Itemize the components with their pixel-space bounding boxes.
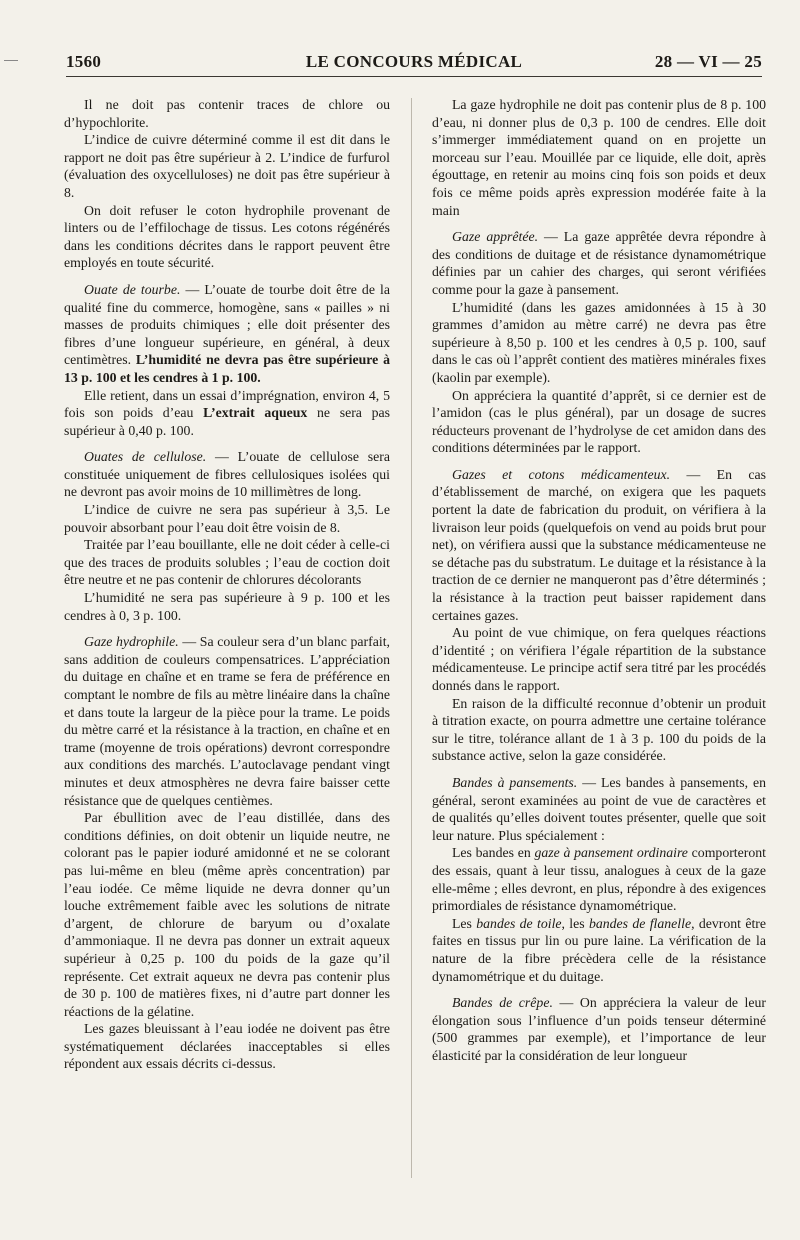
left-column [64, 96, 390, 1073]
paragraph: Au point de vue chimique, on fera quelques réactions d’identité ; on vérifiera l’égale répartition de la substance médicamenteuse. Le principe actif sera titré par les procédés donnés dans le rapport. [432, 625, 766, 693]
paragraph: En raison de la difficulté reconnue d’obtenir un produit à titration exacte, on pourra admettre une certaine tolérance sur le titre, tolérance allant de 1 à 3 p. 100 du poids de la substance active, selon la gaze considérée. [432, 695, 766, 764]
paragraph-text: — L’ouate de tourbe doit être de la qualité fine du commerce, homogène, sans « pailles » ni masses de produits chimiques ; elle doit présenter des fibres d’une longueur supérieure, en général, à deux centimètres. [64, 281, 390, 368]
paragraph: Par ébullition avec de l’eau distillée, dans des conditions définies, on doit obtenir un liquide neutre, ne colorant pas le papier ioduré amidonné et ne se colorant pas lui-même en bleu (même après concentration) par l’eau iodée. Ce même liquide ne devra donner qu’un louche extrêmement faible avec les solutions de nitrate d’argent, de chlorure de baryum ou d’oxalate d’ammoniaque. Il ne devra pas donner un extrait aqueux supérieur à 0,25 p. 100 du poids de la gaze qu’il représente. Cet extrait aqueux ne devra pas contenir plus de 30 p. 100 de matières fixes, ni d’autre part donner les réactions de la gélatine. [64, 810, 390, 1019]
section-bandes-de-crepe [432, 994, 766, 1064]
paragraph: Les gazes bleuissant à l’eau iodée ne doivent pas être systématiquement déclarées inacceptables si elles répondent aux essais décrits ci-dessus. [64, 1021, 390, 1072]
paragraph [64, 387, 390, 440]
section-title: Bandes de crêpe. [452, 995, 553, 1011]
paragraph-text: ne sera pas supérieur à 0,40 p. 100. [64, 405, 390, 438]
paragraph: La gaze hydrophile ne doit pas contenir plus de 8 p. 100 d’eau, ni donner plus de 0,3 p. 100 de cendres. Elle doit s’immerger immédiatement quand on en projette un morceau sur l’eau. Mouillée par ce liquide, elle doit, après égouttage, en retenir au moins cinq fois son poids et deux fois ce même poids après expression modérée faite à la main [432, 97, 766, 218]
section-ouate-de-tourbe [64, 281, 390, 387]
section-gaze-hydrophile [64, 633, 390, 809]
paragraph: Traitée par l’eau bouillante, elle ne doit céder à celle-ci que des traces de produits solubles ; l’eau de coction doit être neutre et ne pas contenir de chlorures décolorants [64, 537, 390, 588]
bold-text: L’humidité ne devra pas être supérieure à 13 p. 100 et les cendres à 1 p. 100. [64, 352, 390, 385]
section-ouates-de-cellulose [64, 448, 390, 501]
paragraph-text: Les bandes en [452, 845, 535, 861]
italic-text: bandes de toile [476, 915, 562, 931]
paragraph-text: — Sa couleur sera d’un blanc parfait, sans addition de couleurs compensatrices. L’appréciation du duitage en chaîne et en trame se fera de préférence en comptant le nombre de fils au mètre linéaire dans la chaîne et dans toute la largeur de la pièce pour la trame. Le poids du mètre carré et la résistance à la traction, en chaîne et en trame (moyenne de trois opérations) devront correspondre aux conditions des marchés. L’autoclavage pendant vingt minutes et deux atmosphères ne devra faire baisser cette résistance que de quelques centièmes. [64, 634, 390, 808]
paragraph: L’indice de cuivre déterminé comme il est dit dans le rapport ne doit pas être supérieur à 2. L’indice de furfurol (évaluation des oxycelluloses) ne doit pas être supérieur à 8. [64, 132, 390, 200]
paragraph: L’humidité ne sera pas supérieure à 9 p. 100 et les cendres à 0, 3 p. 100. [64, 590, 390, 623]
right-column [432, 96, 766, 1064]
section-gaze-appretee [432, 228, 766, 298]
italic-text: gaze à pansement ordinaire [534, 845, 688, 861]
italic-text: bandes de flanelle [588, 915, 692, 931]
issue-date: 28 — VI — 25 [654, 52, 762, 71]
bold-text: L’extrait aqueux [203, 405, 308, 421]
paragraph [432, 915, 766, 985]
paragraph-text: , devront être faites en tissus pur lin ou pure laine. La vérification de la nature de la fibre précèdera celle de la résistance dynamométrique et du duitage. [432, 915, 767, 984]
section-title: Ouate de tourbe. [84, 281, 181, 297]
section-title: Gazes et cotons médicamenteux. [452, 466, 671, 482]
section-title: Gaze hydrophile. [84, 634, 179, 650]
paragraph-text: — Les bandes à pansements, en général, seront examinées au point de vue de caractères et de qualités qu’elles doivent toutes présenter, quelle que soit leur nature. Plus spécialement : [432, 774, 766, 843]
page-number: 1560 [66, 52, 102, 71]
paragraph: On appréciera la quantité d’apprêt, si ce dernier est de l’amidon (cas le plus général), par un dosage de sucres réducteurs provenant de l’hydrolyse de cet amidon dans des conditions déterminées par le rapport. [432, 387, 766, 456]
journal-title: LE CONCOURS MÉDICAL [305, 52, 523, 71]
paragraph: Il ne doit pas contenir traces de chlore ou d’hypochlorite. [64, 97, 390, 130]
section-title: Ouates de cellulose. [84, 449, 207, 465]
paragraph-text: — L’ouate de cellulose sera constituée uniquement de fibres cellulosiques isolées qui ne devront pas avoir moins de 10 millimètres de long. [64, 449, 390, 500]
paragraph: L’humidité (dans les gazes amidonnées à 15 à 30 grammes d’amidon au mètre carré) ne devra pas être supérieure à 8,50 p. 100 et les cendres à 0,5 p. 100, sauf dans le cas où l’apprêt contient des matières minérales fixes (kaolin par exemple). [432, 299, 766, 385]
section-gazes-medicamenteux [432, 466, 766, 624]
paragraph-text: , les [561, 915, 589, 931]
section-bandes-a-pansements [432, 774, 766, 844]
running-header [66, 50, 762, 77]
column-divider [411, 98, 412, 1178]
paragraph-text: Les [452, 915, 477, 931]
paragraph: L’indice de cuivre ne sera pas supérieur à 3,5. Le pouvoir absorbant pour l’eau doit être voisin de 8. [64, 502, 390, 535]
section-title: Bandes à pansements. [452, 774, 578, 790]
paragraph-text: Elle retient, dans un essai d’imprégnation, environ 4, 5 fois son poids d’eau [64, 387, 390, 421]
paragraph-text: — La gaze apprêtée devra répondre à des conditions de duitage et de résistance dynamométrique définies par un cahier des charges, qui seront vérifiées comme pour la gaze à pansement. [432, 229, 766, 297]
paragraph-text: — En cas d’établissement de marché, on exigera que les paquets portent la date de fabrication du produit, on vérifiera à la livraison leur poids (quelquefois on vend au poids brut pour net), on vérifiera aussi que la substance médicamenteuse ne se détache pas du substratum. Le duitage et la résistance à la traction de ce dernier ne manqueront pas d’être déterminés ; la résistance à la traction peut baisser rapidement dans certaines gazes. [432, 466, 766, 623]
paragraph-text: — On appréciera la valeur de leur élongation sous l’influence d’un poids tenseur déterminé (500 grammes par exemple), et l’importance de leur élasticité par la considération de leur longueur [432, 995, 766, 1063]
section-title: Gaze apprêtée. [452, 229, 539, 245]
paragraph [432, 844, 766, 914]
paragraph: On doit refuser le coton hydrophile provenant de linters ou de l’effilochage de tissus. Les cotons régénérés dans les conditions décrites dans le rapport peuvent être employés en toute sécurité. [64, 202, 390, 271]
margin-mark [4, 60, 18, 61]
paragraph-text: comporteront des essais, quant à leur tissu, analogues à ceux de la gaze elle-même ; elles devront, en plus, répondre à des exigences primordiales de résistance dynamométrique. [432, 845, 766, 914]
